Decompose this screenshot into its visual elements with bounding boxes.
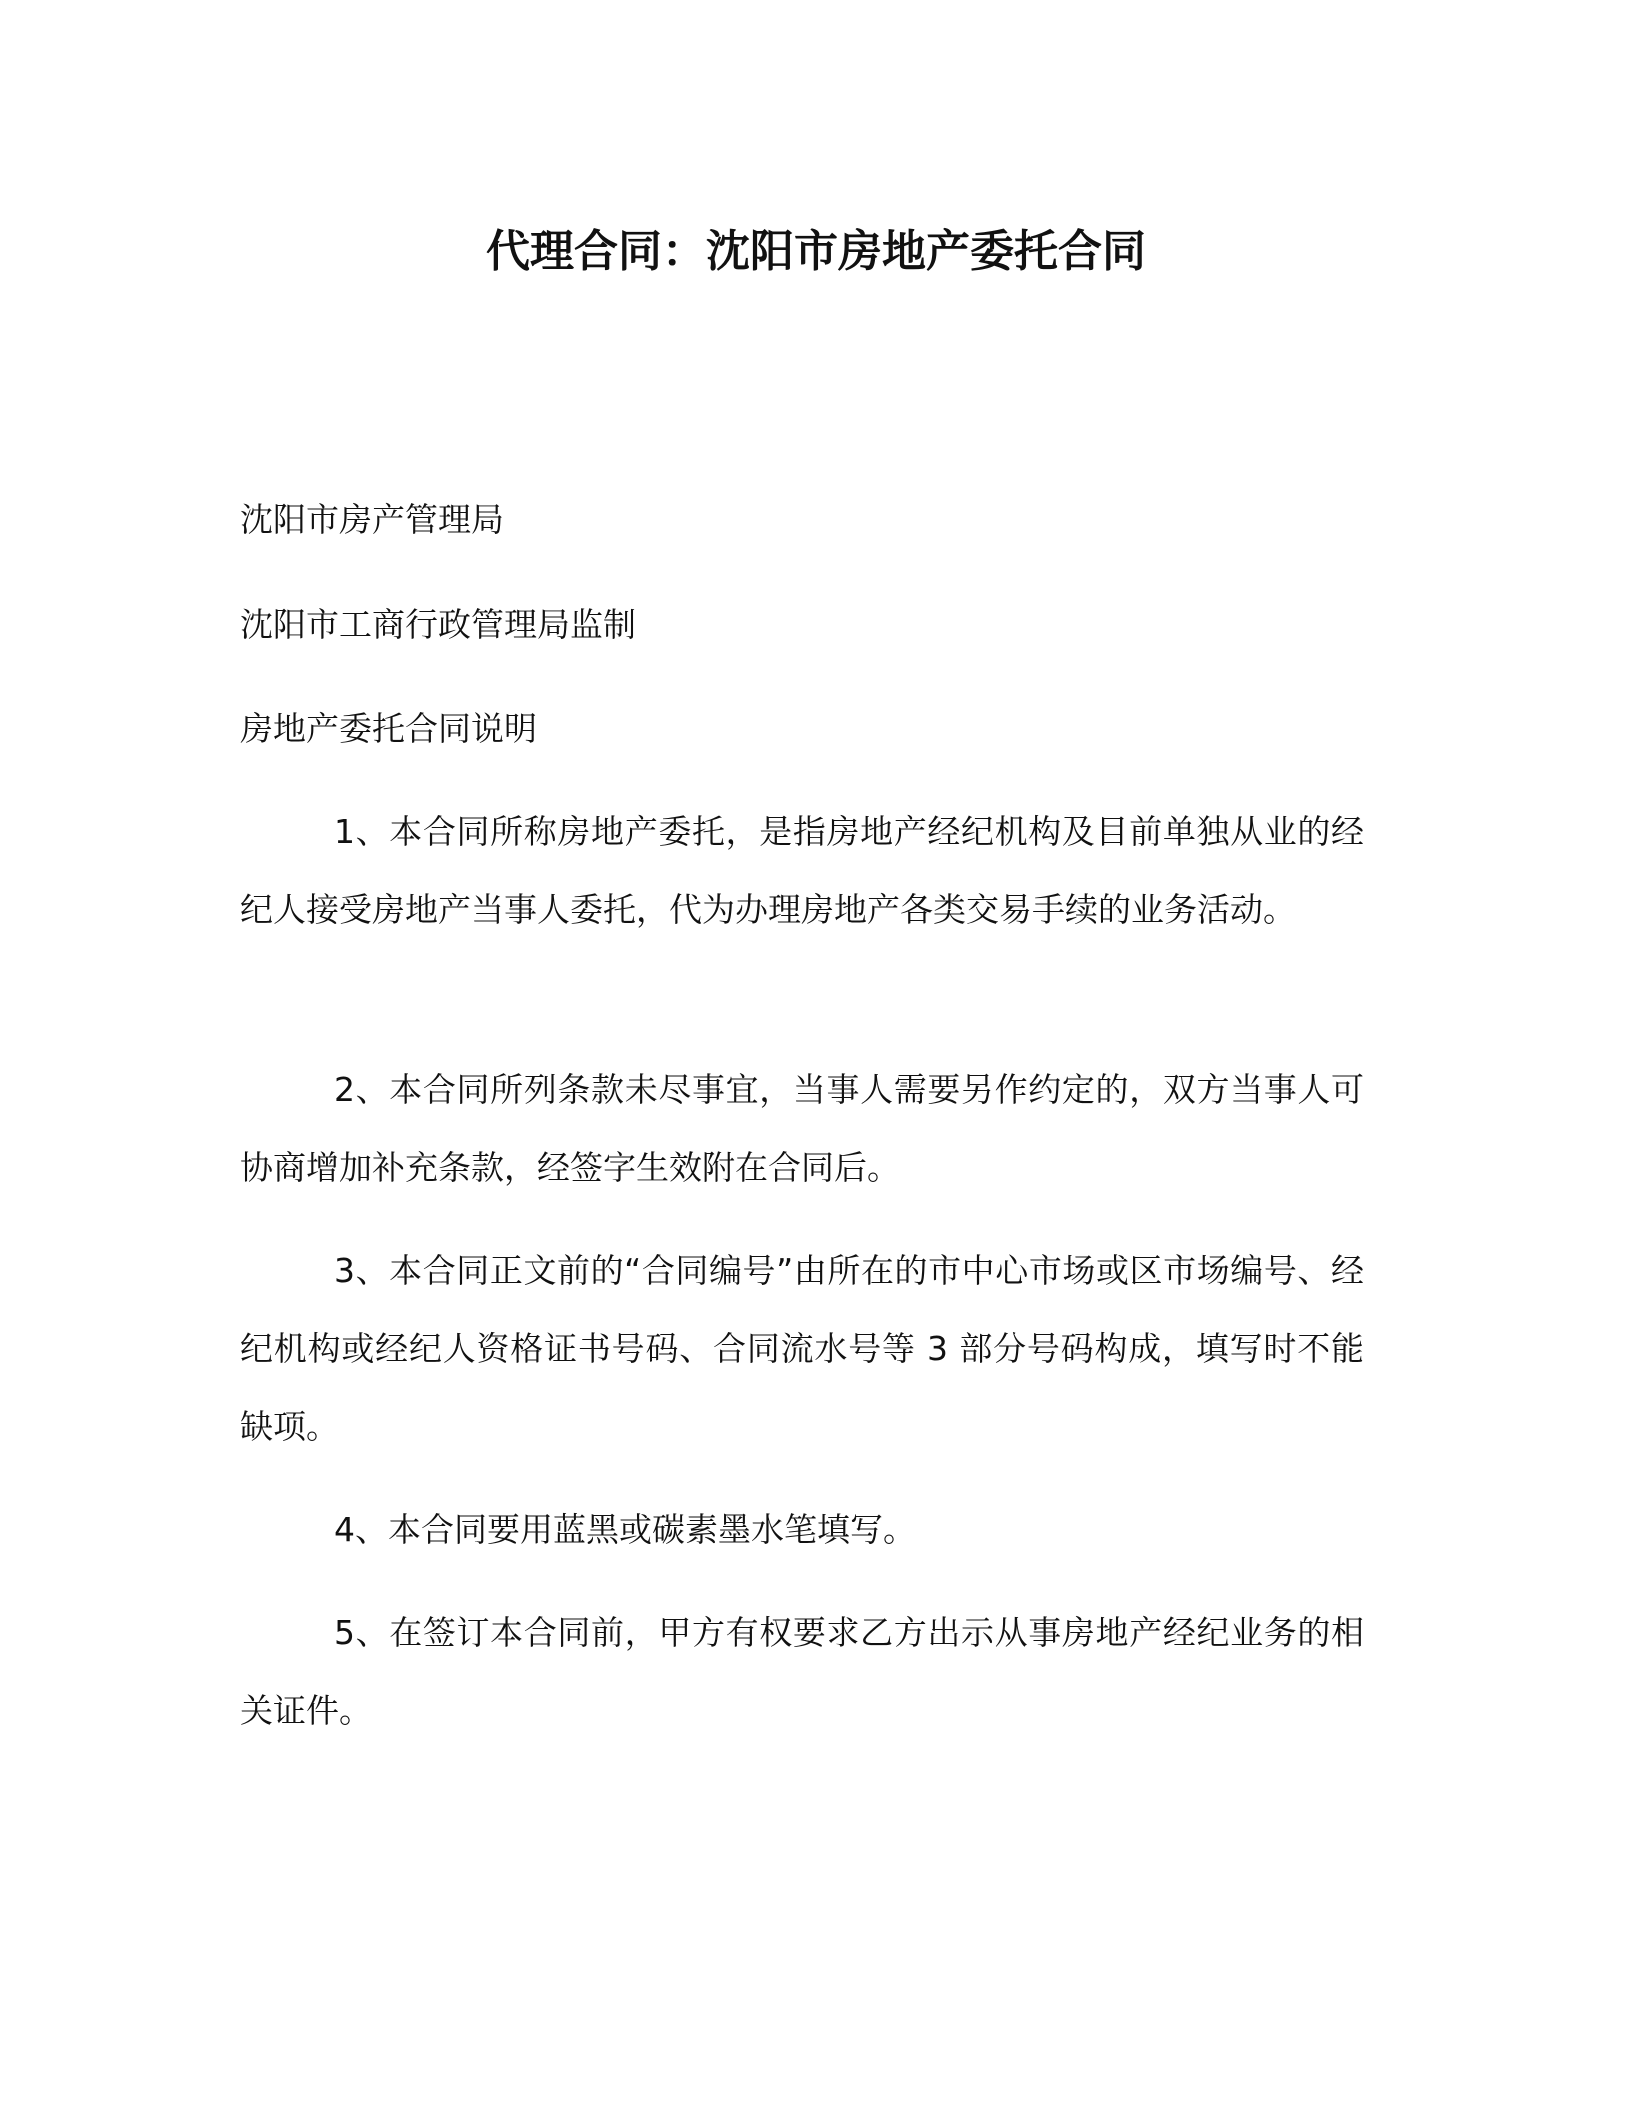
issuer-line-housing-bureau: 沈阳市房产管理局 [240, 500, 504, 539]
section-heading: 房地产委托合同说明 [240, 709, 537, 748]
clause-2: 2、本合同所列条款未尽事宜，当事人需要另作约定的，双方当事人可协商增加补充条款，经签字生效附在合同后。 [240, 1070, 1364, 1187]
clause-3: 3、本合同正文前的“合同编号”由所在的市中心市场或区市场编号、经纪机构或经纪人资格证书号码、合同流水号等 3 部分号码构成，填写时不能缺项。 [240, 1251, 1364, 1446]
clause-5: 5、在签订本合同前，甲方有权要求乙方出示从事房地产经纪业务的相关证件。 [240, 1613, 1364, 1730]
document-title: 代理合同：沈阳市房地产委托合同 [486, 226, 1146, 277]
clause-4: 4、本合同要用蓝黑或碳素墨水笔填写。 [334, 1510, 916, 1549]
clause-1: 1、本合同所称房地产委托，是指房地产经纪机构及目前单独从业的经纪人接受房地产当事人委托，代为办理房地产各类交易手续的业务活动。 [240, 812, 1364, 929]
issuer-line-commerce-bureau: 沈阳市工商行政管理局监制 [240, 605, 636, 644]
